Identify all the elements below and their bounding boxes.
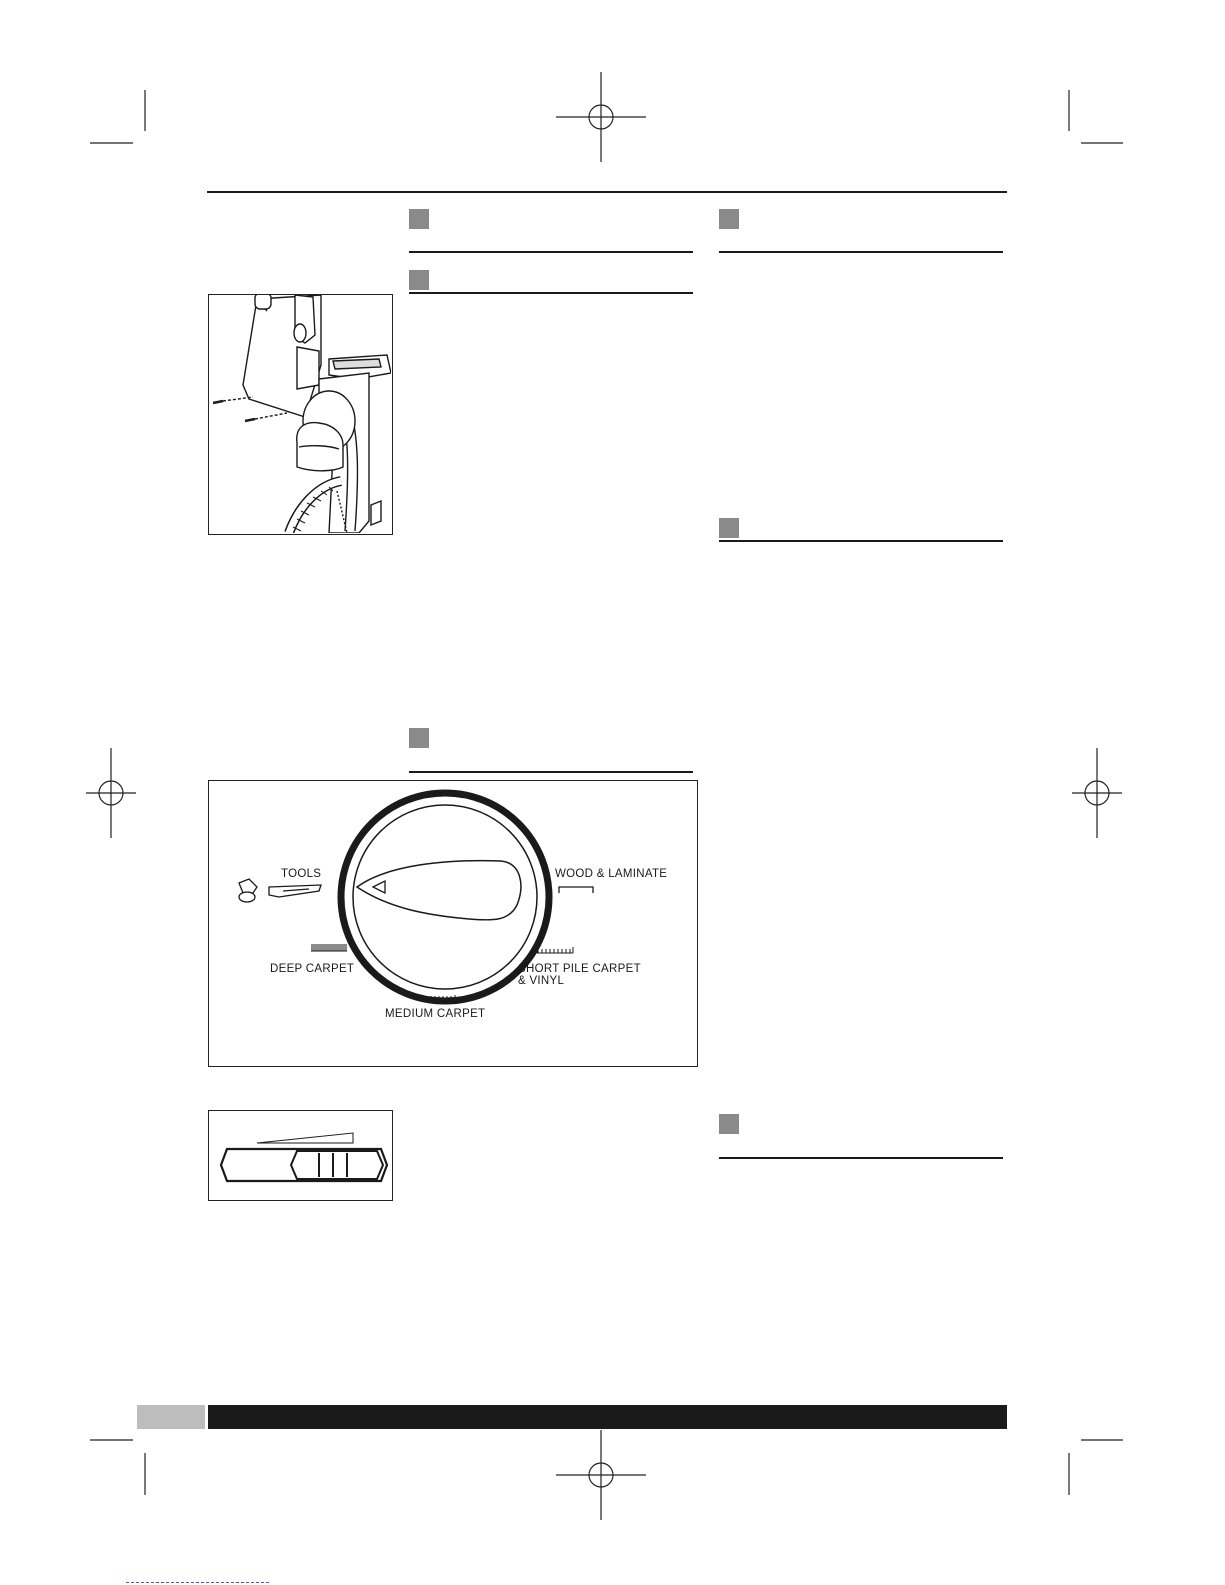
slider-switch-illustration: [209, 1111, 391, 1199]
section-rule: [719, 540, 1003, 542]
wood-laminate-icon: [559, 887, 593, 893]
registration-mark-bottom: [556, 1430, 646, 1520]
handle-assembly-illustration: [209, 295, 391, 533]
label-tools: TOOLS: [281, 868, 322, 880]
label-deep-carpet: DEEP CARPET: [270, 963, 355, 975]
label-medium-carpet: MEDIUM CARPET: [385, 1008, 486, 1020]
section-rule: [409, 771, 693, 773]
label-short-pile-line1: SHORT PILE CARPET: [518, 963, 641, 975]
section-marker: [409, 209, 429, 229]
short-pile-icon: [537, 947, 573, 953]
label-wood-laminate: WOOD & LAMINATE: [555, 868, 668, 880]
floor-type-dial-illustration: [209, 781, 696, 1065]
section-marker: [719, 209, 739, 229]
section-rule: [719, 1157, 1003, 1159]
section-rule: [409, 251, 693, 253]
registration-mark-right: [1070, 748, 1130, 838]
footer-bar: [208, 1405, 1007, 1429]
section-rule: [719, 251, 1003, 253]
tools-icon: [239, 879, 321, 902]
slider-switch-figure: [208, 1110, 393, 1201]
registration-mark-left: [78, 748, 138, 838]
slider-knob: [291, 1151, 383, 1179]
registration-mark-top: [556, 72, 646, 162]
bottom-edge-line: [126, 1582, 269, 1583]
section-marker: [719, 1114, 739, 1134]
handle-assembly-figure: [208, 294, 393, 535]
header-rule: [207, 191, 1007, 193]
section-marker: [719, 518, 739, 538]
section-marker: [409, 728, 429, 748]
floor-type-dial-figure: [208, 780, 698, 1067]
section-rule: [409, 292, 693, 294]
label-short-pile-line2: & VINYL: [518, 975, 565, 987]
section-marker: [409, 270, 429, 290]
deep-carpet-icon: [311, 944, 347, 951]
footer-page-tab: [137, 1405, 205, 1429]
